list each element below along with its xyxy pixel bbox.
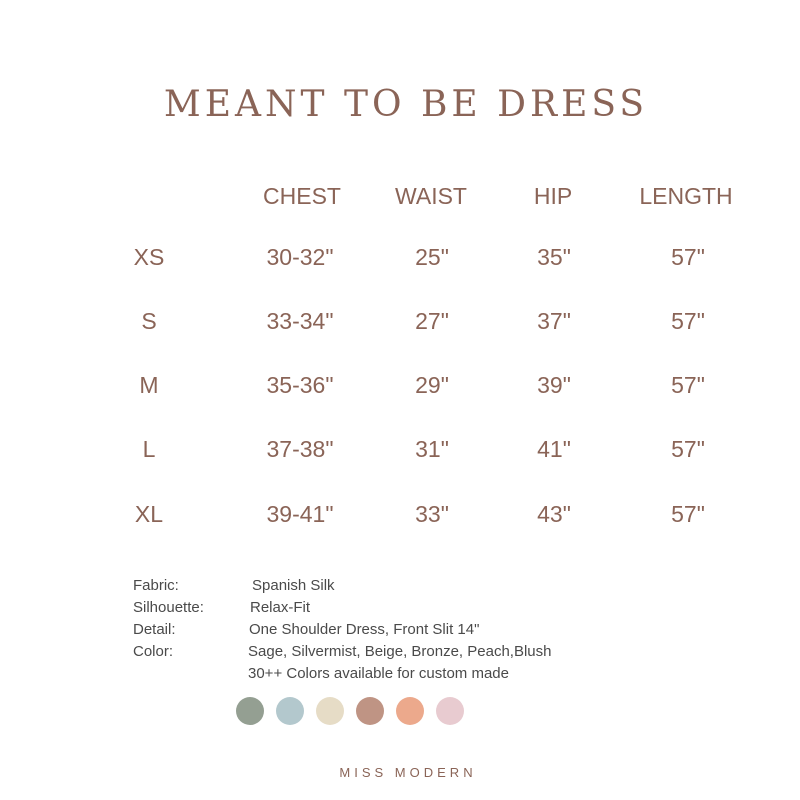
fabric-label: Fabric:	[133, 577, 179, 594]
chest-value: 39-41"	[266, 501, 334, 527]
header-waist: WAIST	[395, 183, 467, 209]
chest-value: 35-36"	[266, 372, 334, 398]
chest-value: 30-32"	[266, 244, 334, 270]
size-label: S	[141, 308, 157, 334]
swatch-bronze	[356, 697, 384, 725]
detail-label: Detail:	[133, 621, 176, 638]
waist-value: 29"	[415, 372, 449, 398]
swatch-beige	[316, 697, 344, 725]
chest-value: 33-34"	[266, 308, 334, 334]
waist-value: 33"	[415, 501, 449, 527]
hip-value: 35"	[537, 244, 571, 270]
brand-name: MISS MODERN	[339, 765, 477, 780]
page-title: MEANT TO BE DRESS	[163, 84, 649, 125]
silhouette-label: Silhouette:	[133, 599, 204, 616]
hip-value: 39"	[537, 372, 571, 398]
waist-value: 27"	[415, 308, 449, 334]
length-value: 57"	[671, 436, 705, 462]
color-label: Color:	[133, 643, 174, 660]
waist-value: 31"	[415, 436, 449, 462]
detail-value: One Shoulder Dress, Front Slit 14"	[249, 621, 480, 638]
swatch-sage	[236, 697, 264, 725]
size-label: L	[142, 436, 156, 462]
length-value: 57"	[671, 501, 705, 527]
length-value: 57"	[671, 308, 705, 334]
header-length: LENGTH	[639, 183, 733, 209]
chest-value: 37-38"	[266, 436, 334, 462]
length-value: 57"	[671, 372, 705, 398]
fabric-value: Spanish Silk	[252, 577, 335, 594]
hip-value: 43"	[537, 501, 571, 527]
hip-value: 41"	[537, 436, 571, 462]
swatch-blush	[436, 697, 464, 725]
waist-value: 25"	[415, 244, 449, 270]
swatch-silvermist	[276, 697, 304, 725]
size-label: M	[139, 372, 159, 398]
size-label: XL	[134, 501, 164, 527]
swatch-peach	[396, 697, 424, 725]
header-hip: HIP	[533, 183, 573, 209]
silhouette-value: Relax-Fit	[250, 599, 311, 616]
size-label: XS	[133, 244, 165, 270]
custom-colors-note: 30++ Colors available for custom made	[248, 665, 509, 682]
length-value: 57"	[671, 244, 705, 270]
color-value: Sage, Silvermist, Beige, Bronze, Peach,Blush	[248, 643, 552, 660]
hip-value: 37"	[537, 308, 571, 334]
header-chest: CHEST	[263, 183, 341, 209]
